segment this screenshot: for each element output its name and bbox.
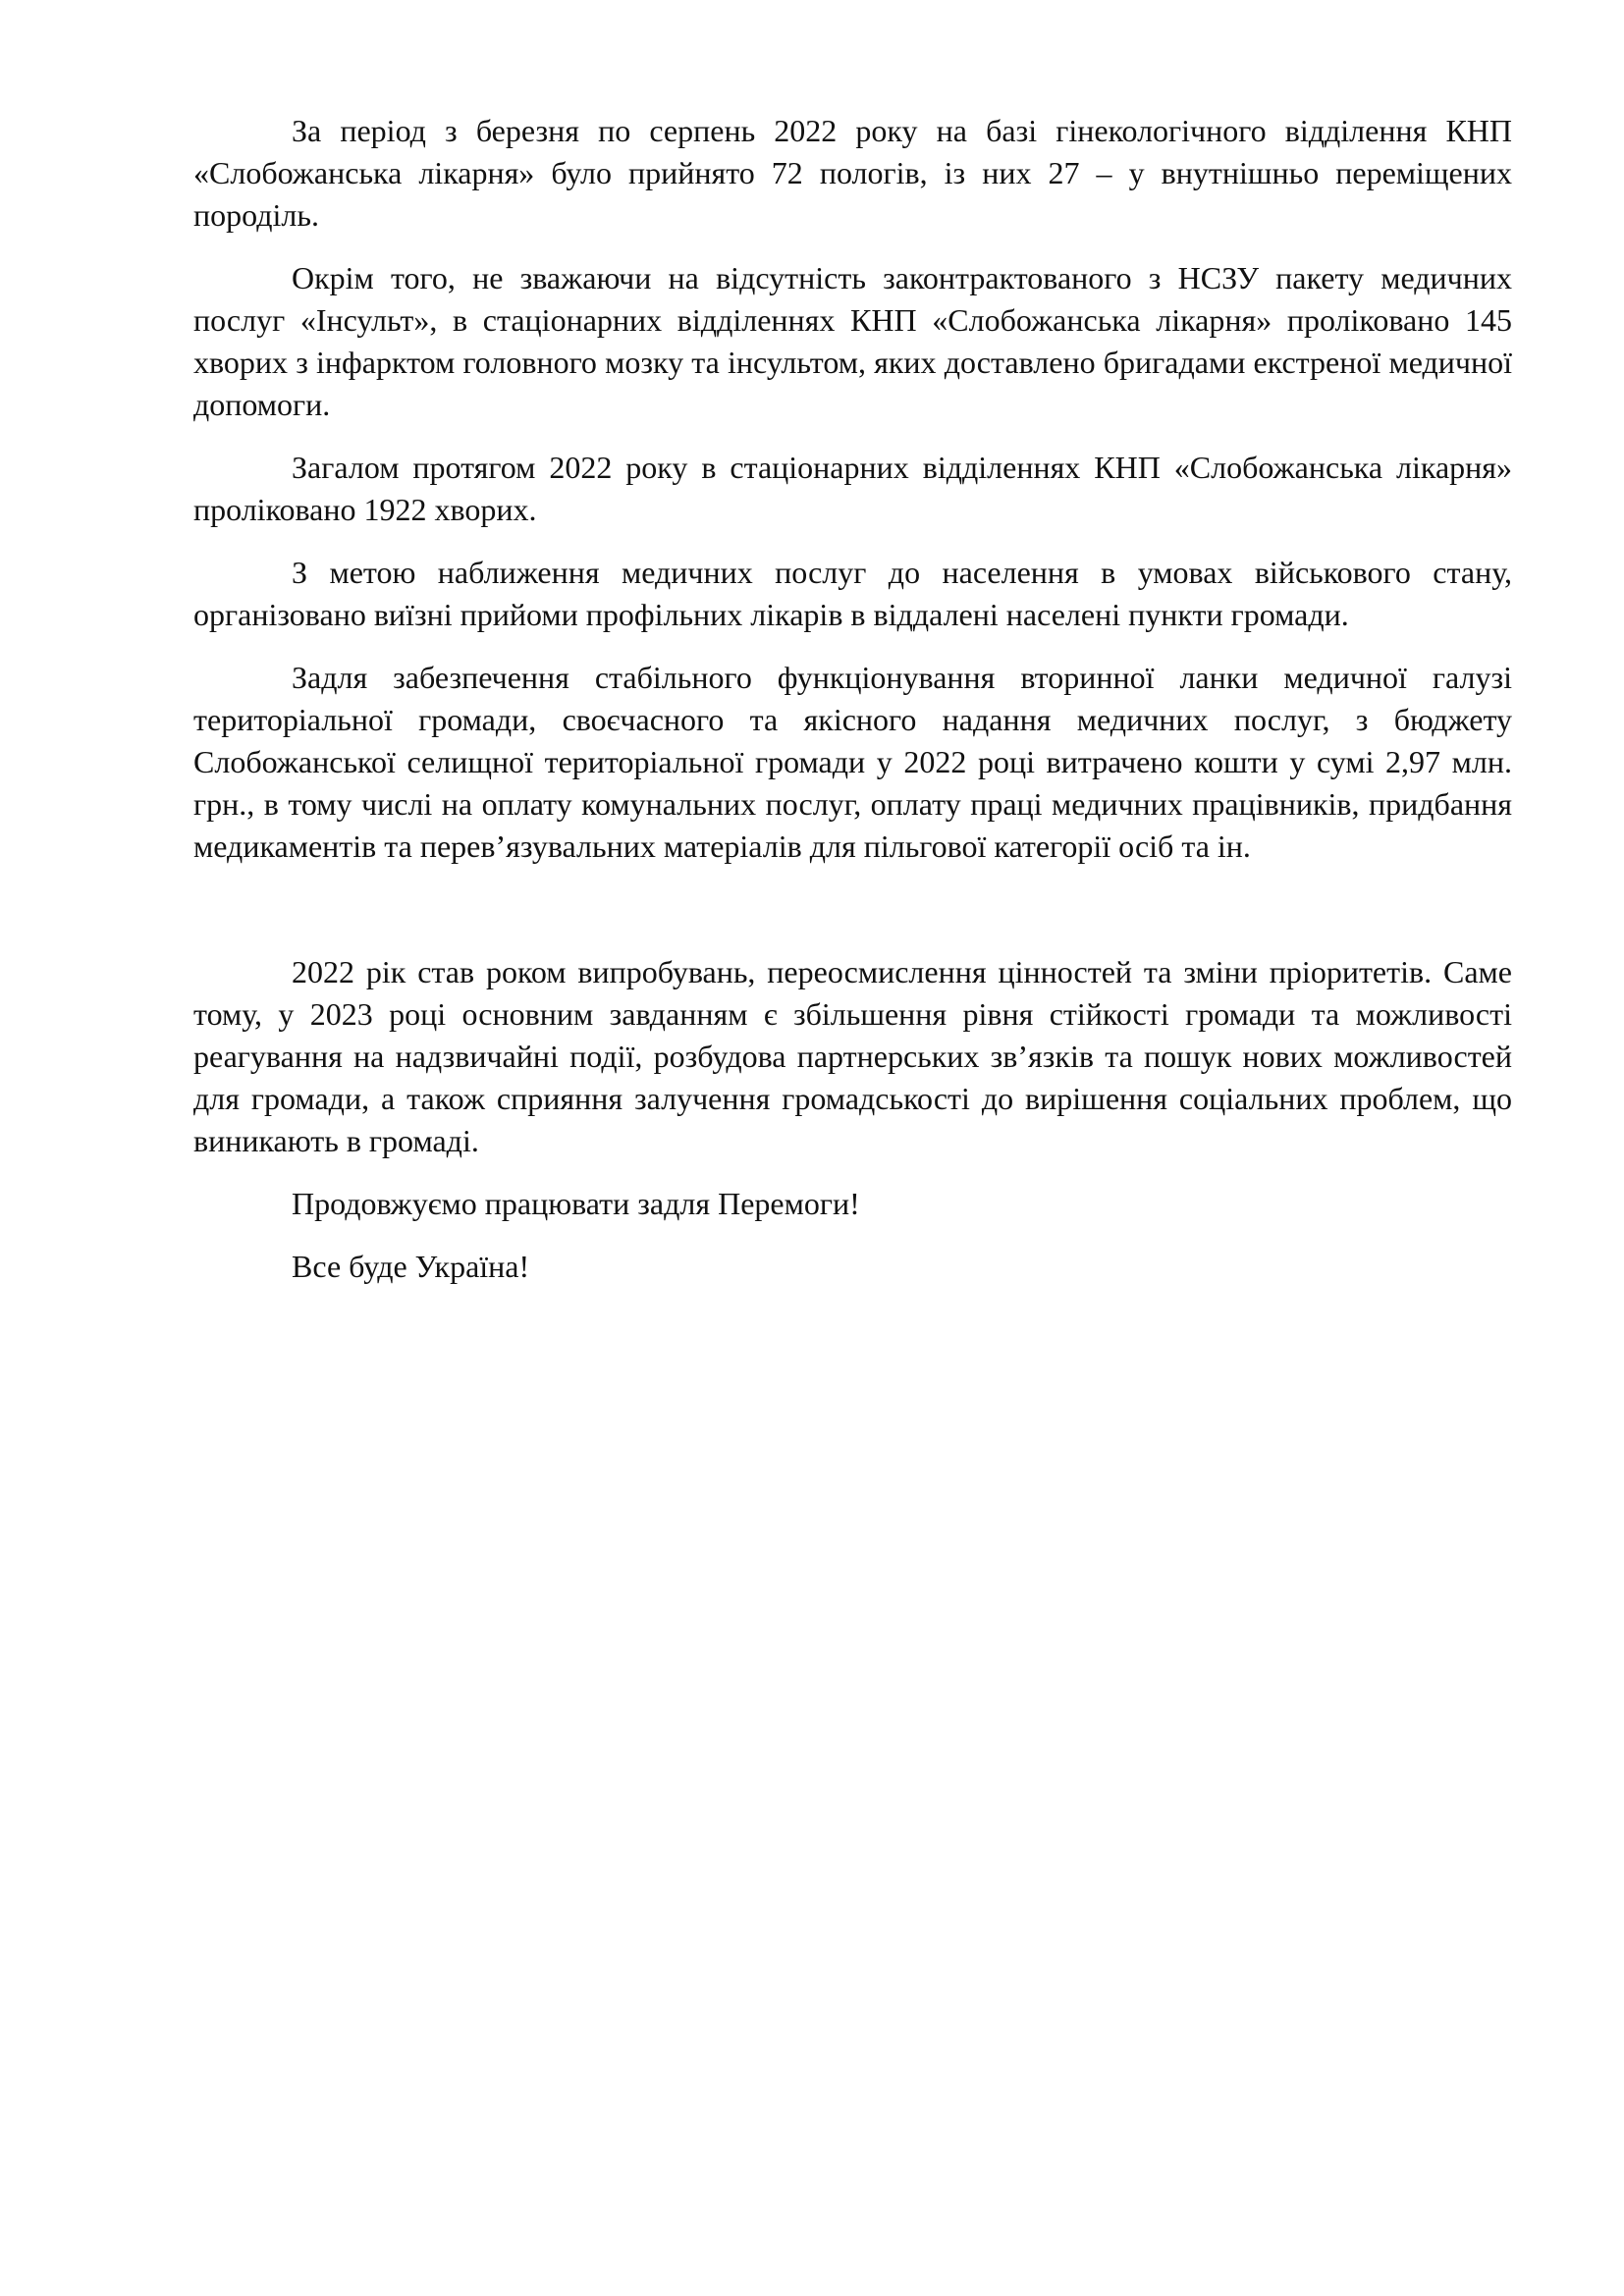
paragraph-stroke-patients: Окрім того, не зважаючи на відсутність законтрактованого з НСЗУ пакету медичних послуг «Інсульт», в стаціонарних відділеннях КНП «Слобожанська лікарня» проліковано 145 хворих з інфарктом головного мозку та інсультом, яких доставлено бригадами екстреної медичної допомоги. (193, 260, 1512, 422)
paragraph-total-patients: Загалом протягом 2022 року в стаціонарних відділеннях КНП «Слобожанська лікарня» проліковано 1922 хворих. (193, 450, 1512, 527)
section-gap (193, 888, 1512, 951)
closing-line-ukraine: Все буде Україна! (292, 1249, 530, 1284)
paragraph-priorities-2023: 2022 рік став роком випробувань, переосмислення цінностей та зміни пріоритетів. Саме тому, у 2023 році основним завданням є збільшення рівня стійкості громади та можливості реагування на надзвичайні події, розбудова партнерських зв’язків та пошук нових можливостей для громади, а також сприяння залучення громадськості до вирішення соціальних проблем, що виникають в громаді. (193, 954, 1512, 1158)
closing-line-victory: Продовжуємо працювати задля Перемоги! (292, 1186, 860, 1221)
paragraph-budget: Задля забезпечення стабільного функціонування вторинної ланки медичної галузі територіальної громади, своєчасного та якісного надання медичних послуг, з бюджету Слобожанської селищної територіальної громади у 2022 році витрачено кошти у сумі 2,97 млн. грн., в тому числі на оплату комунальних послуг, оплату праці медичних працівників, придбання медикаментів та перев’язувальних матеріалів для пільгової категорії осіб та ін. (193, 660, 1512, 864)
paragraph-field-visits: З метою наближення медичних послуг до населення в умовах військового стану, організовано виїзні прийоми профільних лікарів в віддалені населені пункти громади. (193, 555, 1512, 632)
paragraph-births: За період з березня по серпень 2022 року на базі гінекологічного відділення КНП «Слобожанська лікарня» було прийнято 72 пологів, із них 27 – у внутнішньо переміщених породіль. (193, 113, 1512, 233)
document-body (193, 110, 1512, 1308)
